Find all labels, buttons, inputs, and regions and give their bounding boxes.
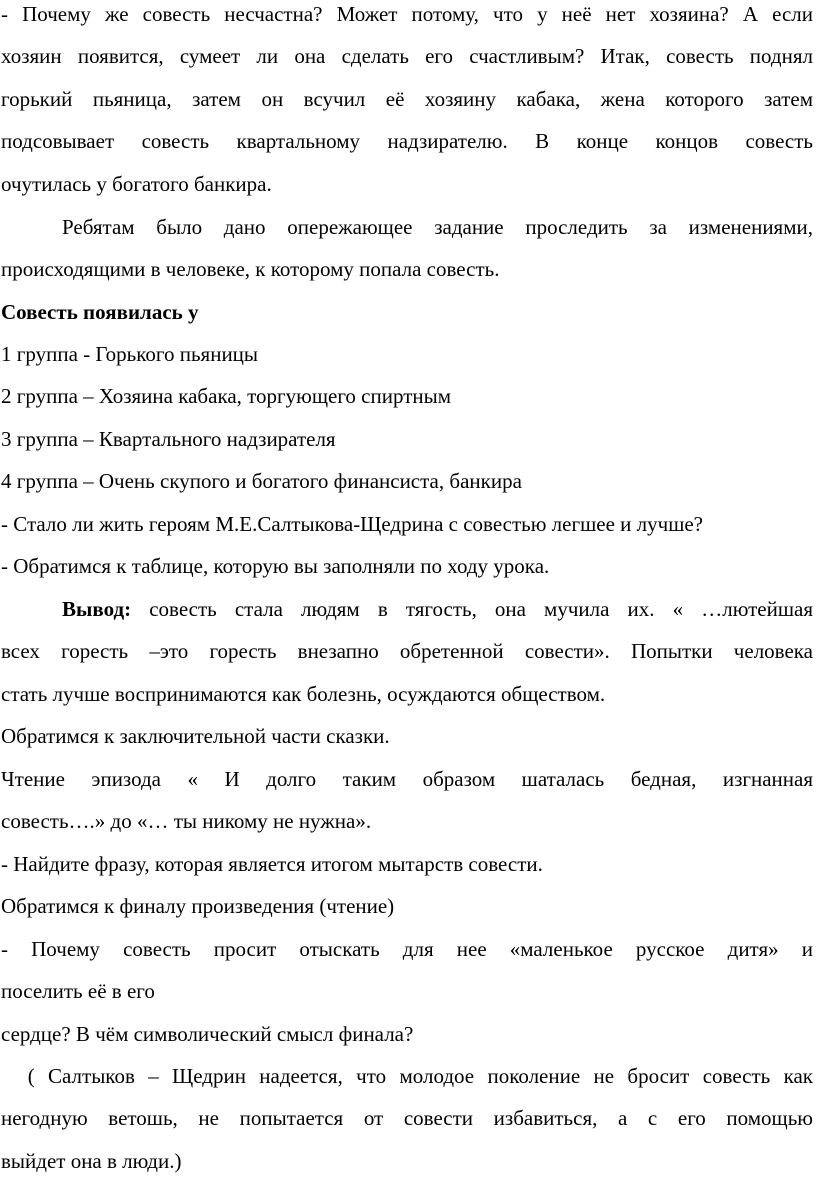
question-line: - Стало ли жить героям М.Е.Салтыкова-Щедрина с совестью легшее и лучше? xyxy=(1,512,704,536)
question-line: - Обратимся к таблице, которую вы заполняли по ходу урока. xyxy=(1,554,550,578)
text-line: Чтение эпизода « И долго таким образом шаталась бедная, изгнанная xyxy=(1,767,813,791)
answer-line: ( Салтыков – Щедрин надеется, что молодое поколение не бросит совесть как xyxy=(1,1064,813,1088)
text-line: Обратимся к заключительной части сказки. xyxy=(1,724,390,748)
group-item: 2 группа – Хозяина кабака, торгующего спиртным xyxy=(1,384,452,408)
text-line: - Почему же совесть несчастна? Может потому, что у неё нет хозяина? А если xyxy=(1,2,813,26)
group-item: 1 группа - Горького пьяницы xyxy=(1,342,259,366)
text-line: всех горесть –это горесть внезапно обретенной совести». Попытки человека xyxy=(1,639,813,663)
text-line: горький пьяница, затем он всучил её хозяину кабака, жена которого затем xyxy=(1,87,813,111)
text-line: происходящими в человеке, к которому попала совесть. xyxy=(1,257,500,281)
text-line: Обратимся к финалу произведения (чтение) xyxy=(1,894,395,918)
conclusion-text: совесть стала людям в тягость, она мучила их. « …лютейшая xyxy=(131,597,813,621)
group-item: 4 группа – Очень скупого и богатого финансиста, банкира xyxy=(1,469,522,493)
group-item: 3 группа – Квартального надзирателя xyxy=(1,427,336,451)
text-line: хозяин появится, сумеет ли она сделать его счастливым? Итак, совесть поднял xyxy=(1,44,813,68)
answer-line: выйдет она в люди.) xyxy=(1,1149,182,1173)
conclusion-label: Вывод: xyxy=(62,597,132,621)
text-line: стать лучше воспринимаются как болезнь, осуждаются обществом. xyxy=(1,682,606,706)
question-line: - Почему совесть просит отыскать для нее «маленькое русское дитя» и xyxy=(1,937,813,961)
text-line: Ребятам было дано опережающее задание проследить за изменениями, xyxy=(62,215,813,239)
text-line: сердце? В чём символический смысл финала? xyxy=(1,1022,414,1046)
section-heading: Совесть появилась у xyxy=(1,300,199,324)
question-line: - Найдите фразу, которая является итогом мытарств совести. xyxy=(1,852,543,876)
text-line: подсовывает совесть квартальному надзирателю. В конце концов совесть xyxy=(1,129,813,153)
text-line: очутилась у богатого банкира. xyxy=(1,172,272,196)
text-line: совесть….» до «… ты никому не нужна». xyxy=(1,809,372,833)
conclusion-line xyxy=(62,595,813,623)
text-line: поселить её в его xyxy=(1,979,155,1003)
answer-line: негодную ветошь, не попытается от совести избавиться, а с его помощью xyxy=(1,1106,813,1130)
